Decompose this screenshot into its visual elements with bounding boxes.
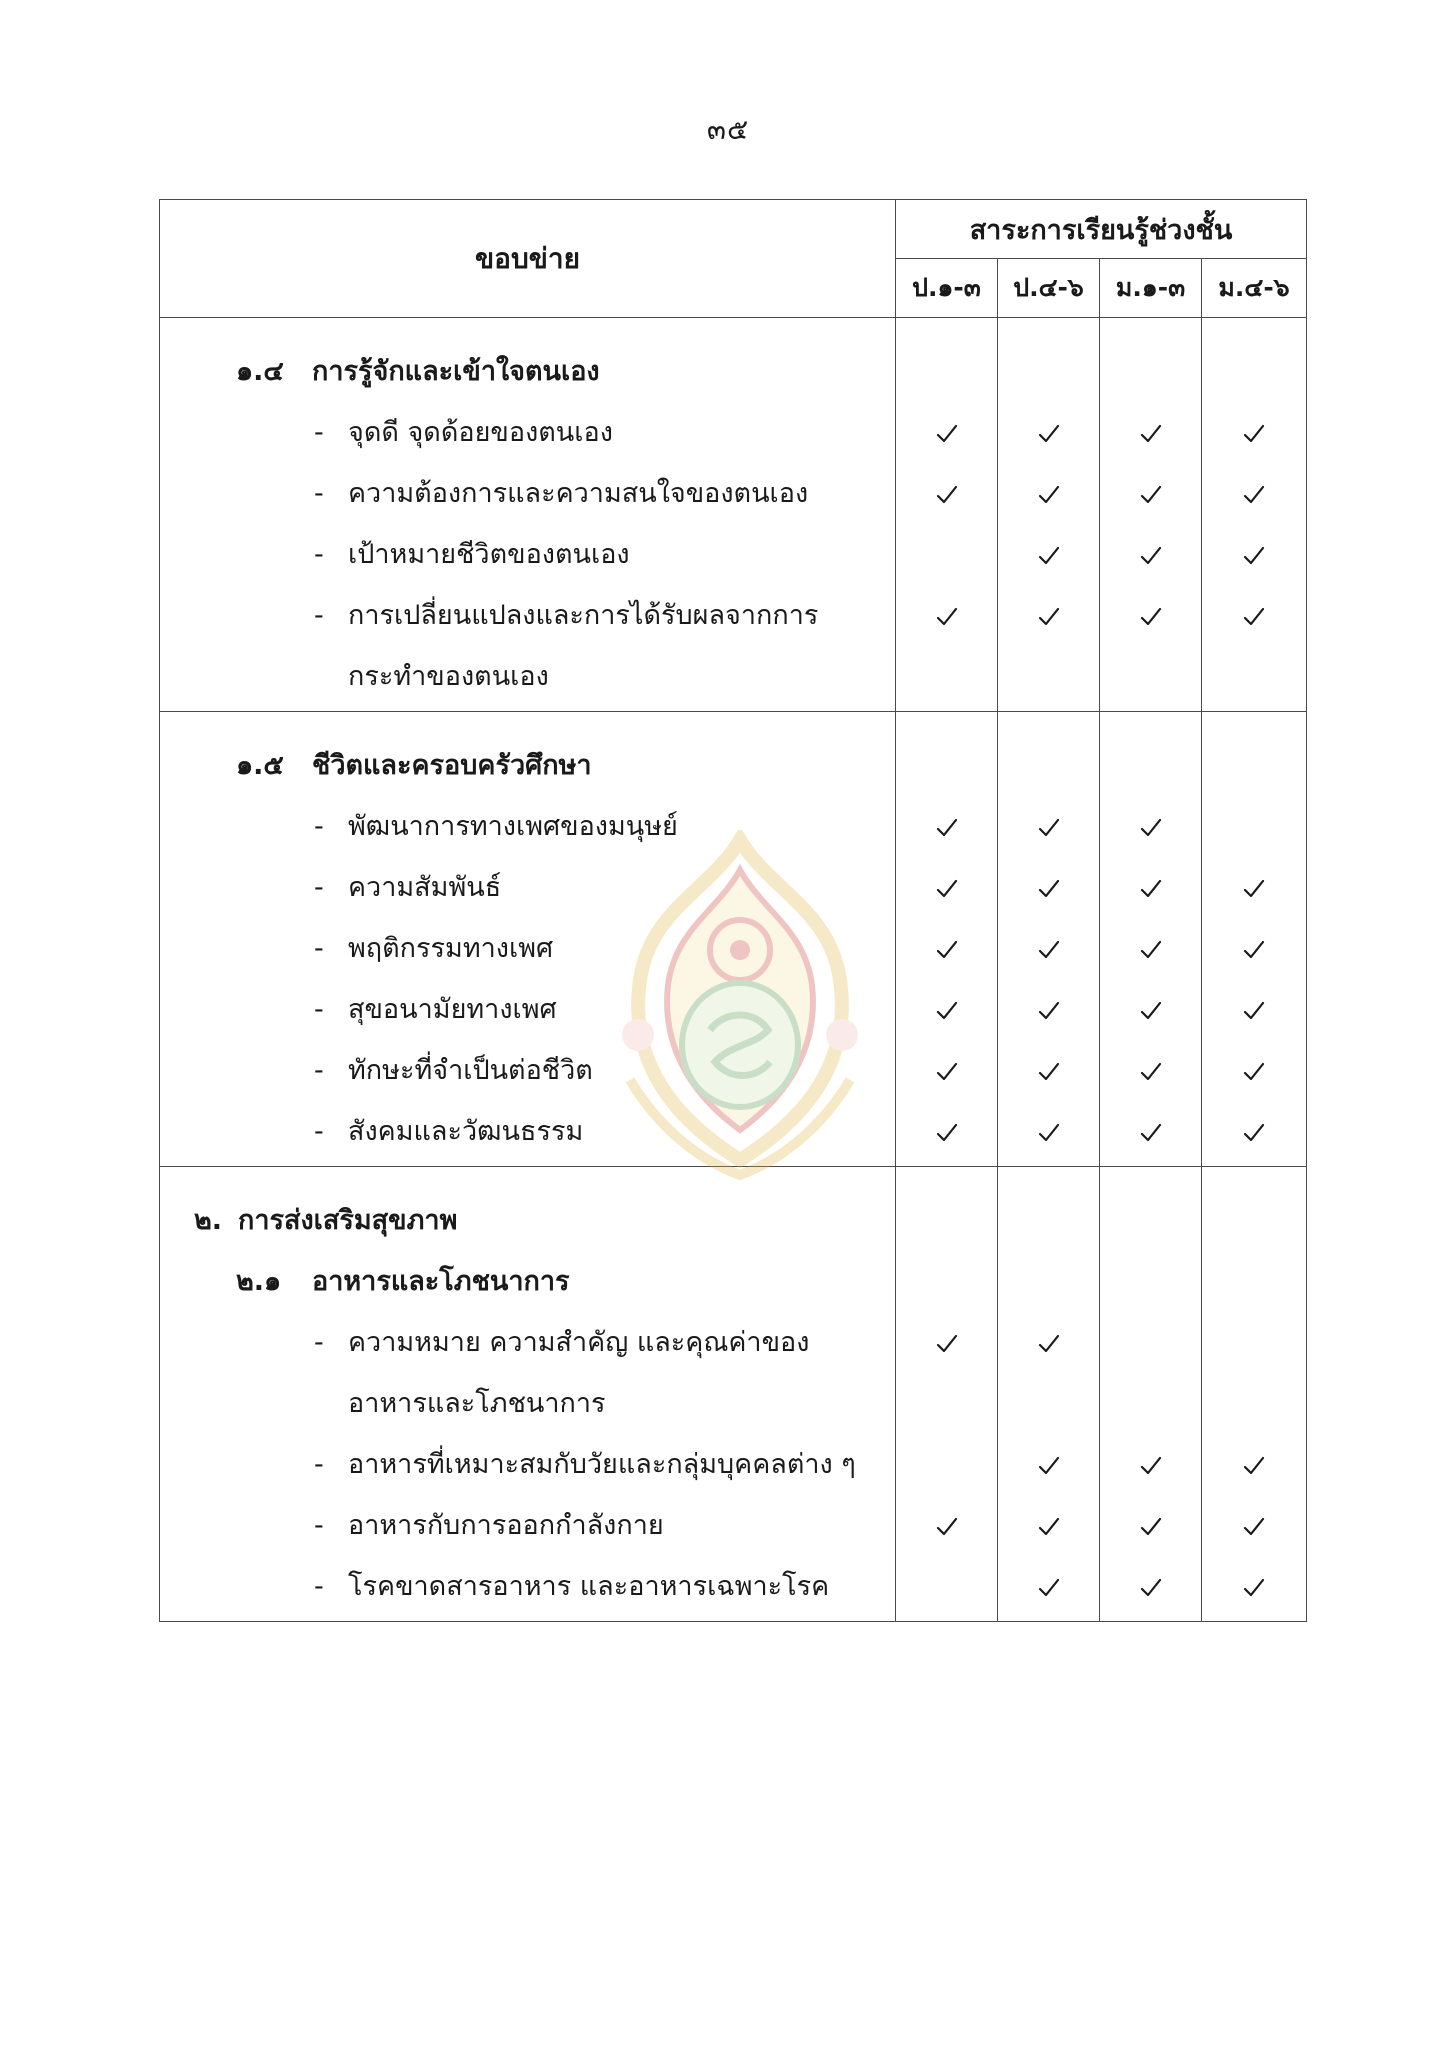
bullet-dash: - [314,1055,324,1086]
topic-item [160,1040,895,1101]
checkmark-icon [998,796,1099,857]
empty-cell [896,1434,997,1495]
checkmark-icon [998,1434,1099,1495]
grade-column-p4-6 [998,1167,1100,1622]
grade-column-p4-6 [998,712,1100,1167]
bullet-dash: - [314,1571,324,1602]
empty-cell [1202,1190,1306,1251]
grade-column-p1-3 [896,1167,998,1622]
topic-text: ความหมาย ความสำคัญ และคุณค่าของ [348,1327,810,1358]
checkmark-icon [1100,585,1201,646]
section-row [160,1167,1307,1622]
empty-cell [1202,796,1306,857]
section-row [160,318,1307,712]
bullet-dash: - [314,994,324,1025]
topic-item [160,1101,895,1162]
checkmark-icon [1202,463,1306,524]
topic-item [160,979,895,1040]
empty-cell [1100,1251,1201,1312]
topic-text: สุขอนามัยทางเพศ [348,994,557,1025]
checkmark-icon [1202,1556,1306,1617]
topic-text: ทักษะที่จำเป็นต่อชีวิต [348,1055,593,1086]
topic-item [160,1556,895,1617]
checkmark-icon [896,1495,997,1556]
checkmark-icon [896,857,997,918]
header-grade-p4-6: ป.๔-๖ [998,259,1100,318]
checkmark-icon [1202,1040,1306,1101]
checkmark-icon [998,585,1099,646]
topic-item [160,1434,895,1495]
empty-cell [998,646,1099,707]
empty-cell [1202,735,1306,796]
bullet-dash: - [314,539,324,570]
topic-text: ชีวิตและครอบครัวศึกษา [312,750,592,781]
bullet-dash: - [314,1327,324,1358]
topic-text: โรคขาดสารอาหาร และอาหารเฉพาะโรค [348,1571,830,1602]
empty-cell [1202,1251,1306,1312]
grade-column-m1-3 [1100,1167,1202,1622]
empty-cell [1100,646,1201,707]
checkmark-icon [896,1040,997,1101]
bullet-dash: - [314,600,324,631]
empty-cell [1100,1190,1201,1251]
topic-text: อาหารที่เหมาะสมกับวัยและกลุ่มบุคคลต่าง ๆ [348,1449,856,1480]
header-scope: ขอบข่าย [160,200,896,318]
checkmark-icon [896,402,997,463]
checkmark-icon [1202,1101,1306,1162]
checkmark-icon [896,463,997,524]
topic-text: การรู้จักและเข้าใจตนเอง [312,356,600,387]
empty-cell [896,1373,997,1434]
empty-cell [896,341,997,402]
topic-number: ๑.๕ [236,750,284,781]
grade-column-p4-6 [998,318,1100,712]
checkmark-icon [1100,1434,1201,1495]
topic-text: อาหารกับการออกกำลังกาย [348,1510,664,1541]
header-grade-m1-3: ม.๑-๓ [1100,259,1202,318]
section-topics [160,318,896,712]
empty-cell [998,1373,1099,1434]
checkmark-icon [1100,402,1201,463]
topic-text: สังคมและวัฒนธรรม [348,1116,584,1147]
checkmark-icon [1100,1495,1201,1556]
page-number: ๓๕ [706,113,750,146]
empty-cell [998,735,1099,796]
checkmark-icon [1100,918,1201,979]
empty-cell [1100,341,1201,402]
grade-column-m1-3 [1100,712,1202,1167]
topic-item [160,463,895,524]
checkmark-icon [1100,1101,1201,1162]
curriculum-scope-table [159,199,1307,1622]
empty-cell [896,735,997,796]
checkmark-icon [998,1312,1099,1373]
checkmark-icon [1202,402,1306,463]
topic-text: อาหารและโภชนาการ [312,1266,570,1297]
empty-cell [896,1251,997,1312]
topic-line-continued [160,1373,895,1434]
checkmark-icon [998,857,1099,918]
checkmark-icon [1100,796,1201,857]
checkmark-icon [896,1312,997,1373]
bullet-dash: - [314,478,324,509]
topic-number: ๒.๑ [236,1266,282,1297]
empty-cell [896,1556,997,1617]
topic-text: เป้าหมายชีวิตของตนเอง [348,539,630,570]
checkmark-icon [1100,524,1201,585]
checkmark-icon [896,918,997,979]
topic-item [160,1495,895,1556]
empty-cell [1202,1373,1306,1434]
checkmark-icon [1202,1434,1306,1495]
checkmark-icon [896,585,997,646]
bullet-dash: - [314,1116,324,1147]
checkmark-icon [1202,857,1306,918]
checkmark-icon [998,979,1099,1040]
topic-text: ความต้องการและความสนใจของตนเอง [348,478,809,509]
checkmark-icon [998,1040,1099,1101]
section-row [160,712,1307,1167]
topic-text: การส่งเสริมสุขภาพ [238,1205,458,1236]
section-topics [160,1167,896,1622]
checkmark-icon [998,402,1099,463]
empty-cell [1202,1312,1306,1373]
header-grade-m4-6: ม.๔-๖ [1202,259,1307,318]
empty-cell [1100,1373,1201,1434]
topic-number: ๑.๔ [236,356,284,387]
topic-heading [160,735,895,796]
topic-text: จุดดี จุดด้อยของตนเอง [348,417,613,448]
topic-item [160,857,895,918]
empty-cell [1100,735,1201,796]
checkmark-icon [998,463,1099,524]
grade-column-m1-3 [1100,318,1202,712]
topic-item [160,1312,895,1373]
topic-text: อาหารและโภชนาการ [348,1388,606,1419]
checkmark-icon [1202,585,1306,646]
topic-text: กระทำของตนเอง [348,661,549,692]
bullet-dash: - [314,1510,324,1541]
checkmark-icon [998,1556,1099,1617]
empty-cell [998,1251,1099,1312]
checkmark-icon [1202,918,1306,979]
empty-cell [896,1190,997,1251]
header-grade-p1-3: ป.๑-๓ [896,259,998,318]
topic-item [160,585,895,646]
empty-cell [1100,1312,1201,1373]
topic-line-continued [160,646,895,707]
topic-item [160,402,895,463]
header-grade-levels: สาระการเรียนรู้ช่วงชั้น [896,200,1307,259]
checkmark-icon [998,918,1099,979]
empty-cell [1202,646,1306,707]
checkmark-icon [1100,857,1201,918]
grade-column-m4-6 [1202,1167,1307,1622]
empty-cell [998,1190,1099,1251]
checkmark-icon [1202,1495,1306,1556]
bullet-dash: - [314,933,324,964]
checkmark-icon [1100,979,1201,1040]
bullet-dash: - [314,811,324,842]
checkmark-icon [896,979,997,1040]
topic-item [160,918,895,979]
checkmark-icon [1100,1040,1201,1101]
topic-number: ๒. [194,1205,223,1236]
topic-heading [160,341,895,402]
checkmark-icon [998,1101,1099,1162]
topic-text: การเปลี่ยนแปลงและการได้รับผลจากการ [348,600,819,631]
checkmark-icon [998,524,1099,585]
topic-text: พัฒนาการทางเพศของมนุษย์ [348,811,678,842]
bullet-dash: - [314,1449,324,1480]
topic-text: พฤติกรรมทางเพศ [348,933,554,964]
grade-column-p1-3 [896,712,998,1167]
empty-cell [896,646,997,707]
section-topics [160,712,896,1167]
checkmark-icon [1202,524,1306,585]
checkmark-icon [896,1101,997,1162]
topic-text: ความสัมพันธ์ [348,872,502,903]
grade-column-p1-3 [896,318,998,712]
checkmark-icon [1100,463,1201,524]
topic-heading [160,1190,895,1251]
topic-item [160,524,895,585]
checkmark-icon [1202,979,1306,1040]
checkmark-icon [1100,1556,1201,1617]
grade-column-m4-6 [1202,712,1307,1167]
topic-heading [160,1251,895,1312]
checkmark-icon [896,796,997,857]
grade-column-m4-6 [1202,318,1307,712]
bullet-dash: - [314,872,324,903]
empty-cell [998,341,1099,402]
bullet-dash: - [314,417,324,448]
checkmark-icon [998,1495,1099,1556]
empty-cell [1202,341,1306,402]
empty-cell [896,524,997,585]
topic-item [160,796,895,857]
